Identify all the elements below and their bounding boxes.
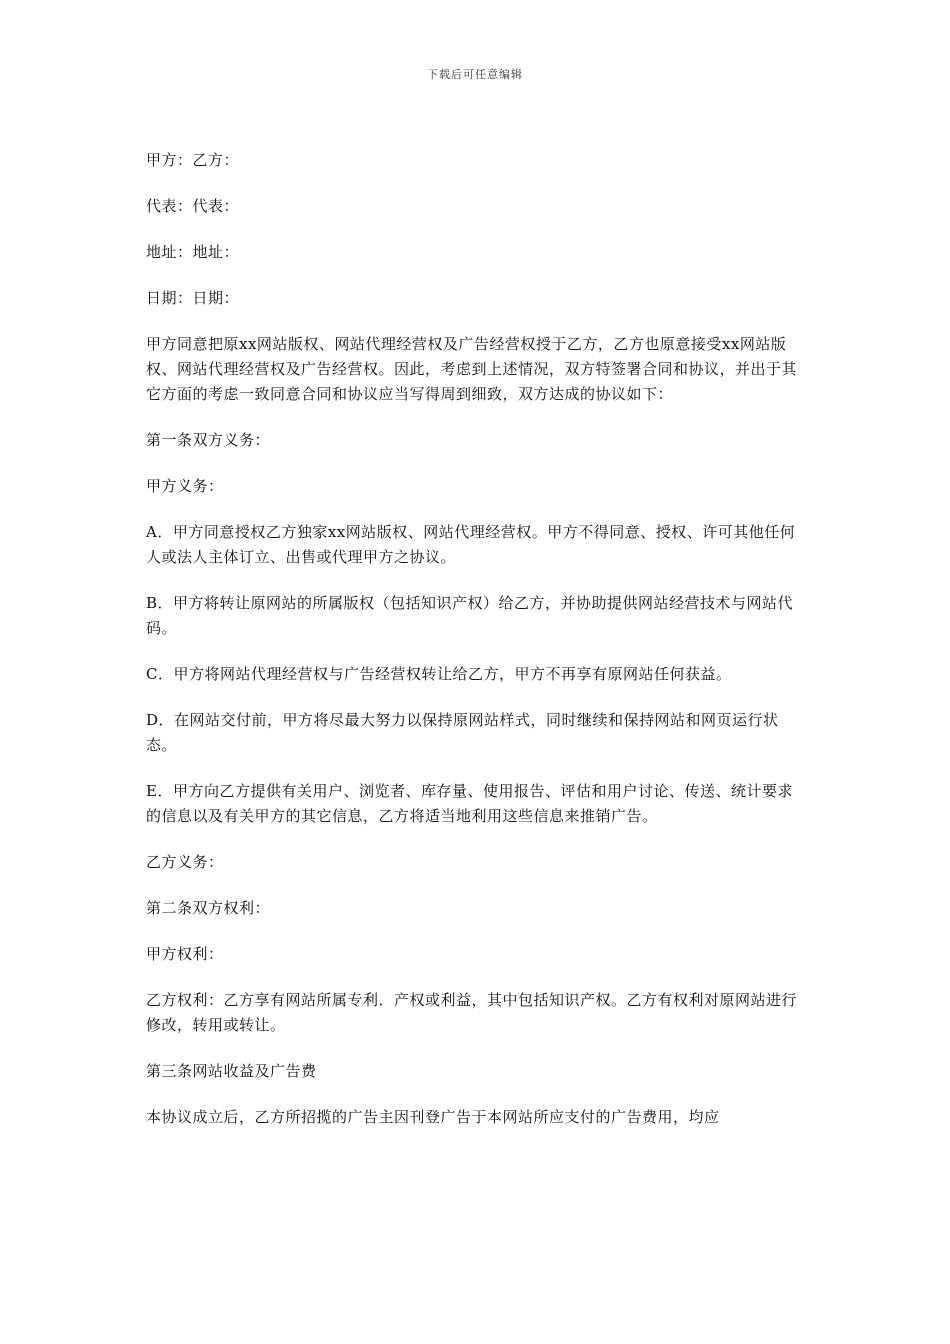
party-a-obligations-heading: 甲方义务： — [146, 477, 224, 495]
document-body — [146, 148, 806, 1151]
obligation-a: A．甲方同意授权乙方独家xx网站版权、网站代理经营权。甲方不得同意、授权、许可其他任何人或法人主体订立、出售或代理甲方之协议。 — [146, 523, 796, 566]
obligation-e: E．甲方向乙方提供有关用户、浏览者、库存量、使用报告、评估和用户讨论、传送、统计要求的信息以及有关甲方的其它信息，乙方将适当地利用这些信息来推销广告。 — [146, 782, 793, 825]
party-b-rights-paragraph: 乙方权利：乙方享有网站所属专利．产权或利益，其中包括知识产权。乙方有权利对原网站进行修改，转用或转让。 — [146, 991, 798, 1034]
article-1-heading: 第一条双方义务： — [146, 431, 271, 449]
article-2-heading: 第二条双方权利： — [146, 899, 271, 917]
article-3-paragraph: 本协议成立后，乙方所招揽的广告主因刊登广告于本网站所应支付的广告费用，均应 — [146, 1108, 720, 1126]
preamble-paragraph: 甲方同意把原xx网站版权、网站代理经营权及广告经营权授于乙方，乙方也原意接受xx网站版权、网站代理经营权及广告经营权。因此，考虑到上述情况，双方特签署合同和协议，并出于其它方面的考虑一致同意合同和协议应当写得周到细致，双方达成的协议如下： — [146, 335, 798, 403]
address-line: 地址：地址： — [146, 243, 240, 261]
party-line: 甲方：乙方： — [146, 151, 240, 169]
representative-line: 代表：代表： — [146, 197, 240, 215]
date-line: 日期：日期： — [146, 289, 240, 307]
party-a-rights-heading: 甲方权利： — [146, 945, 224, 963]
obligation-b: B．甲方将转让原网站的所属版权（包括知识产权）给乙方，并协助提供网站经营技术与网站代码。 — [146, 594, 794, 637]
article-3-heading: 第三条网站收益及广告费 — [146, 1062, 317, 1080]
party-b-obligations-heading: 乙方义务： — [146, 853, 224, 871]
obligation-c: C．甲方将网站代理经营权与广告经营权转让给乙方，甲方不再享有原网站任何获益。 — [146, 665, 732, 683]
page-header-note: 下载后可任意编辑 — [427, 68, 523, 81]
obligation-d: D．在网站交付前，甲方将尽最大努力以保持原网站样式，同时继续和保持网站和网页运行状态。 — [146, 711, 779, 754]
